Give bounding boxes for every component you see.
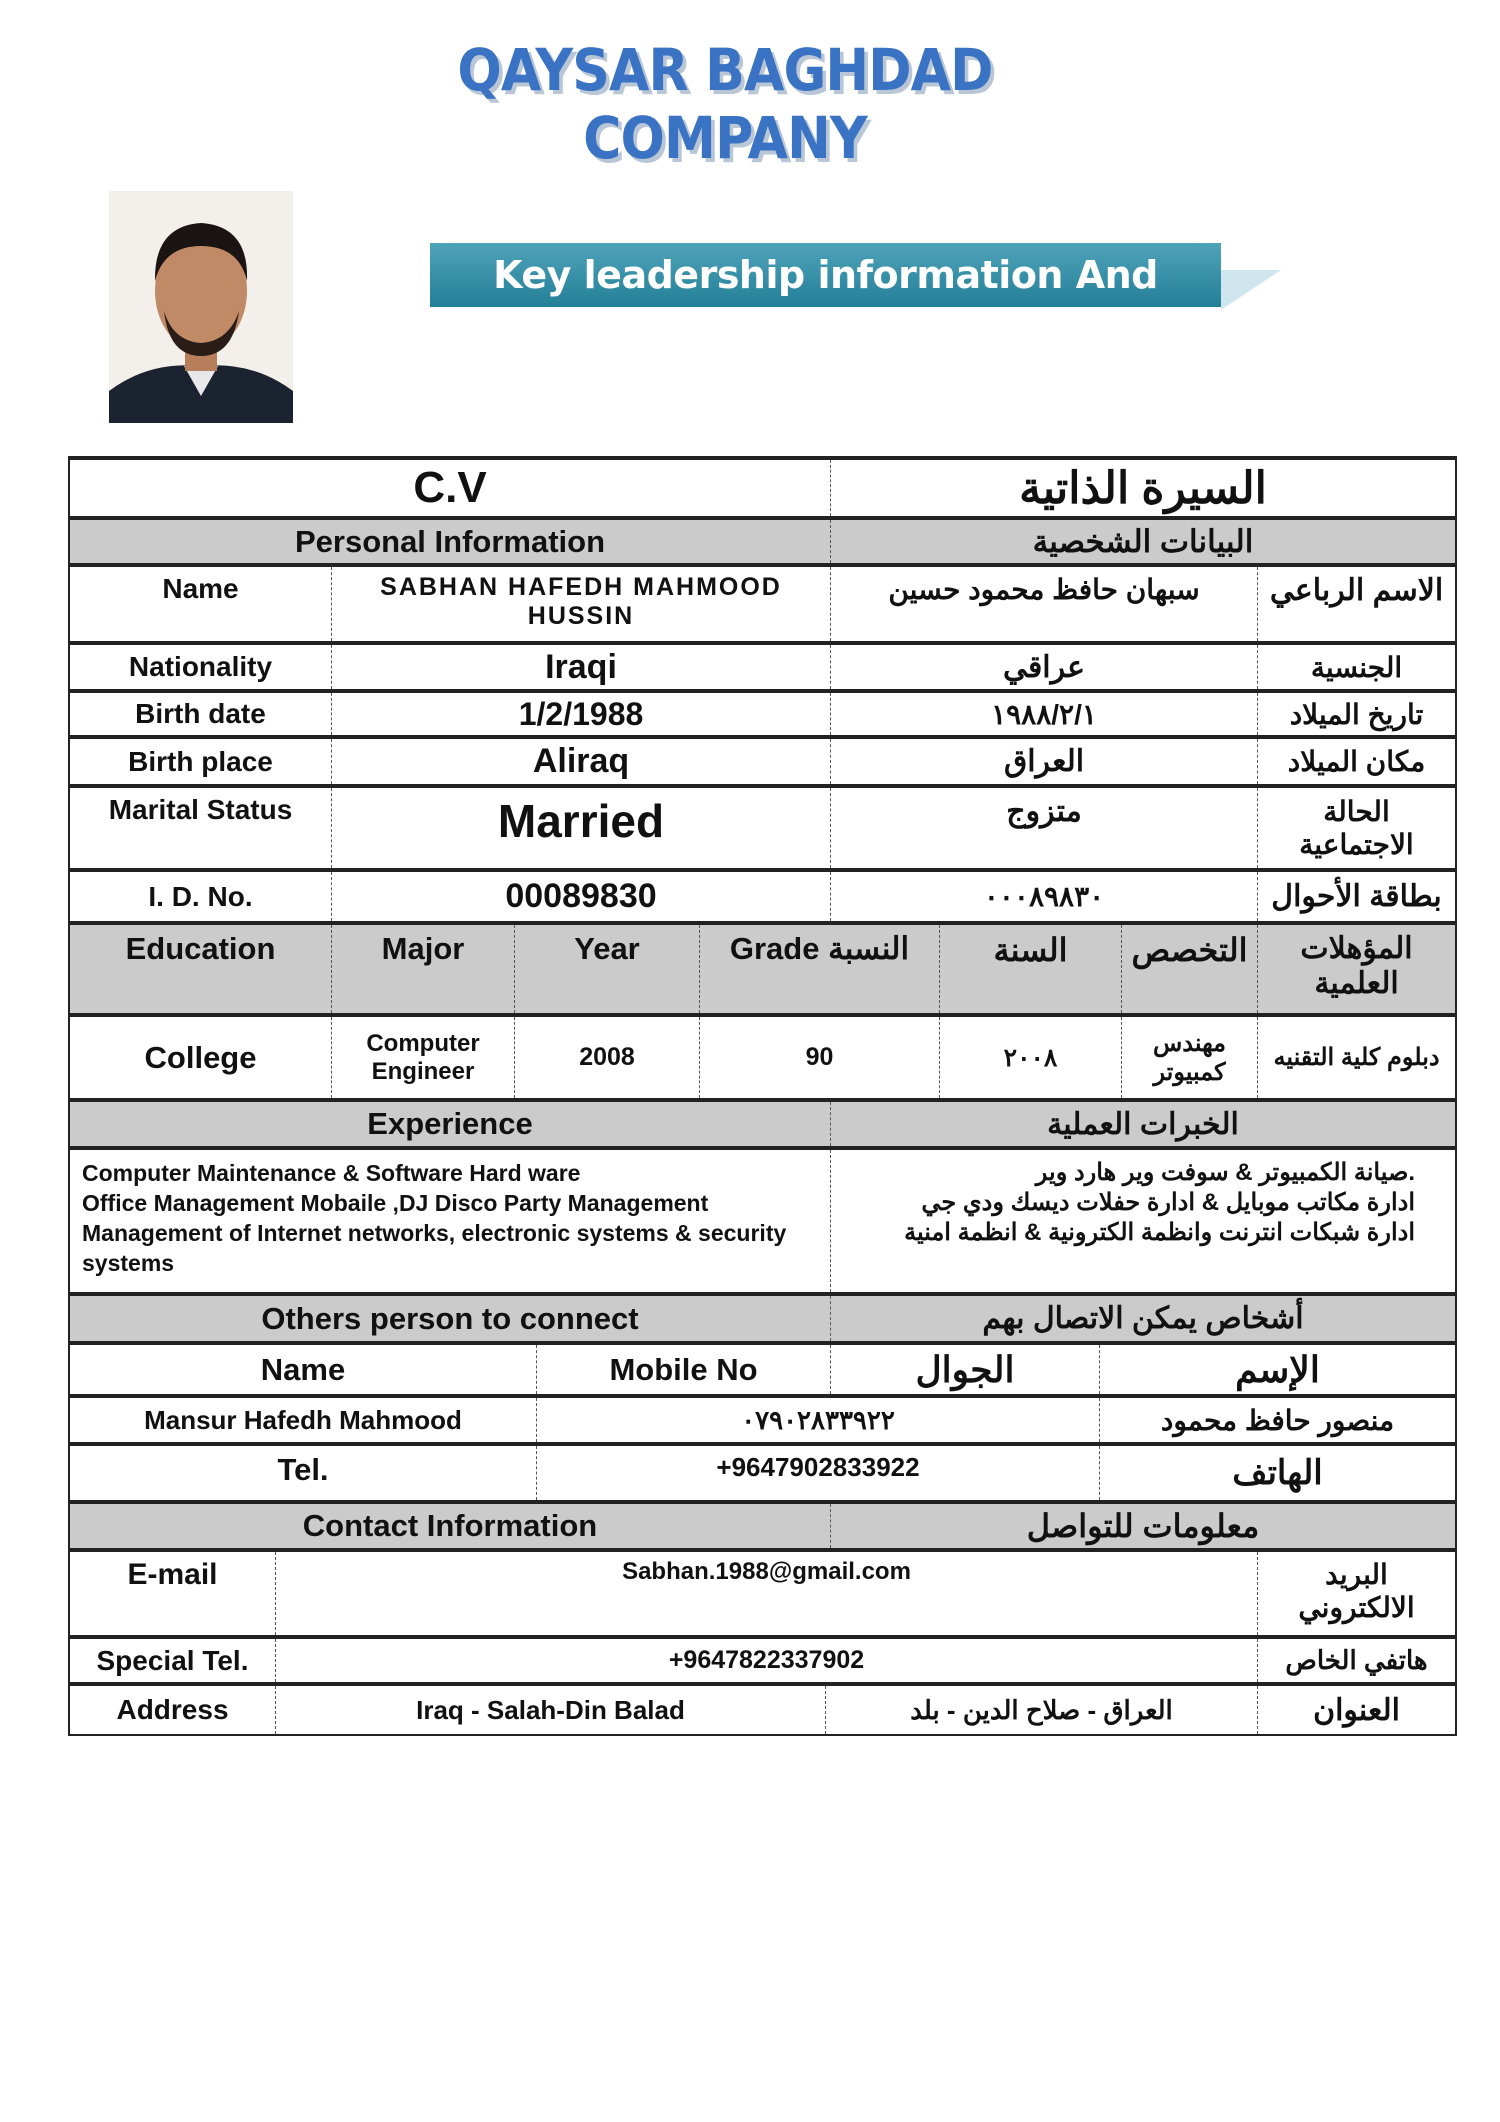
contact-header <box>70 1504 1455 1552</box>
others-col-headers <box>70 1345 1455 1398</box>
experience-line: Management of Internet networks, electronic systems & security systems <box>82 1220 787 1276</box>
mobile-col: Mobile No <box>537 1345 831 1394</box>
label-en: I. D. No. <box>70 872 332 921</box>
experience-line: Office Management Mobaile ,DJ Disco Party Management <box>82 1190 709 1216</box>
cv-table <box>68 456 1457 1736</box>
value-en: 1/2/1988 <box>332 693 831 735</box>
education-year: 2008 <box>515 1017 700 1098</box>
tel-label: Tel. <box>70 1446 537 1500</box>
address-label-ar: العنوان <box>1313 1693 1400 1727</box>
value-en: Aliraq <box>332 739 831 784</box>
experience-body <box>70 1150 1455 1296</box>
label-en: Nationality <box>70 645 332 689</box>
education-level-ar: دبلوم كلية التقنيه <box>1273 1044 1440 1071</box>
contact-person-mobile: ٠٧٩٠٢٨٣٣٩٢٢ <box>537 1398 1100 1442</box>
address-label: Address <box>70 1686 276 1734</box>
major-ar-col: التخصص <box>1122 925 1258 1013</box>
address-en: Iraq - Salah-Din Balad <box>276 1686 826 1734</box>
email-label-ar: البريد الالكتروني <box>1298 1559 1415 1623</box>
personal-header-en: Personal Information <box>70 520 831 563</box>
tel-value: +9647902833922 <box>537 1446 1100 1500</box>
label-ar: مكان الميلاد <box>1287 746 1426 777</box>
experience-line: ادارة مكاتب موبايل & ادارة حفلات ديسك ودي جي <box>921 1189 1415 1216</box>
contact-special-tel-row <box>70 1639 1455 1686</box>
profile-photo <box>109 191 293 423</box>
label-ar: تاريخ الميلاد <box>1289 698 1424 730</box>
mobile-ar-col: الجوال <box>831 1345 1100 1394</box>
label-en: Birth place <box>70 739 332 784</box>
label-ar: الجنسية <box>1310 651 1403 683</box>
special-tel-label-ar: هاتفي الخاص <box>1285 1645 1428 1675</box>
label-en: Birth date <box>70 693 332 735</box>
cv-title-ar: السيرة الذاتية <box>1019 463 1267 513</box>
value-ar: ١٩٨٨/٢/١ <box>831 693 1258 735</box>
special-tel-label: Special Tel. <box>70 1639 276 1682</box>
value-ar: عراقي <box>831 645 1258 689</box>
contact-email-row <box>70 1552 1455 1639</box>
label-en: Name <box>70 567 332 641</box>
others-header <box>70 1296 1455 1345</box>
education-major: Computer Engineer <box>332 1017 515 1098</box>
value-ar: متزوج <box>831 788 1258 868</box>
year-ar-col: السنة <box>940 925 1122 1013</box>
experience-line: ادارة شبكات انترنت وانظمة الكترونية & انظمة امنية <box>904 1219 1415 1246</box>
contact-person-name: Mansur Hafedh Mahmood <box>70 1398 537 1442</box>
experience-en <box>70 1150 831 1292</box>
major-col: Major <box>332 925 515 1013</box>
education-year-ar: ٢٠٠٨ <box>940 1017 1122 1098</box>
personal-row-marital <box>70 788 1455 872</box>
email-value: Sabhan.1988@gmail.com <box>276 1552 1258 1635</box>
personal-row-birthdate <box>70 693 1455 739</box>
contact-person-name-ar: منصور حافظ محمود <box>1160 1404 1395 1436</box>
email-label: E-mail <box>70 1552 276 1635</box>
address-ar: العراق - صلاح الدين - بلد <box>826 1686 1258 1734</box>
grade-col: Grade النسبة <box>700 925 940 1013</box>
label-ar: بطاقة الأحوال <box>1271 880 1442 913</box>
value-en: SABHAN HAFEDH MAHMOOD HUSSIN <box>332 567 831 641</box>
special-tel-value: +9647822337902 <box>276 1639 1258 1682</box>
education-col: Education <box>70 925 332 1013</box>
personal-header <box>70 520 1455 567</box>
label-ar: الاسم الرباعي <box>1269 574 1444 607</box>
education-level: College <box>70 1017 332 1098</box>
value-en: 00089830 <box>332 872 831 921</box>
value-ar: العراق <box>831 739 1258 784</box>
contact-header-ar: معلومات للتواصل <box>1026 1508 1260 1544</box>
personal-row-id <box>70 872 1455 925</box>
value-en: Iraqi <box>332 645 831 689</box>
others-person-row <box>70 1398 1455 1446</box>
experience-header <box>70 1102 1455 1150</box>
experience-header-en: Experience <box>70 1102 831 1146</box>
others-header-en: Others person to connect <box>70 1296 831 1341</box>
value-ar: سبهان حافظ محمود حسين <box>831 567 1258 641</box>
year-col: Year <box>515 925 700 1013</box>
name-ar-col: الإسم <box>1235 1348 1320 1390</box>
name-col: Name <box>70 1345 537 1394</box>
company-title: QAYSAR BAGHDAD COMPANY <box>457 36 993 172</box>
cv-title-row <box>70 460 1455 520</box>
experience-line: .صيانة الكمبيوتر & سوفت وير هارد وير <box>1035 1159 1415 1186</box>
experience-header-ar: الخبرات العملية <box>1047 1107 1239 1141</box>
personal-row-name <box>70 567 1455 645</box>
label-ar: الحالة الاجتماعية <box>1299 796 1414 860</box>
section-banner: Key leadership information And Resumes <box>430 243 1221 307</box>
banner-decoration <box>1221 270 1281 310</box>
personal-header-ar: البيانات الشخصية <box>1032 523 1254 559</box>
experience-ar <box>831 1150 1455 1292</box>
education-header <box>70 925 1455 1017</box>
value-en: Married <box>332 788 831 868</box>
tel-label-ar: الهاتف <box>1232 1454 1323 1492</box>
education-major-ar: مهندس كمبيوتر <box>1122 1017 1258 1098</box>
cv-title-en: C.V <box>70 460 831 516</box>
personal-row-nationality <box>70 645 1455 693</box>
value-ar: ٠٠٠٨٩٨٣٠ <box>831 872 1258 921</box>
education-ar-col: المؤهلات العلمية <box>1300 932 1413 1000</box>
contact-header-en: Contact Information <box>70 1504 831 1548</box>
personal-row-birthplace <box>70 739 1455 788</box>
contact-address-row <box>70 1686 1455 1734</box>
education-grade: 90 <box>700 1017 940 1098</box>
others-tel-row <box>70 1446 1455 1504</box>
experience-line: Computer Maintenance & Software Hard ware <box>82 1160 581 1186</box>
education-row <box>70 1017 1455 1102</box>
others-header-ar: أشخاص يمكن الاتصال بهم <box>982 1302 1304 1335</box>
label-en: Marital Status <box>70 788 332 868</box>
